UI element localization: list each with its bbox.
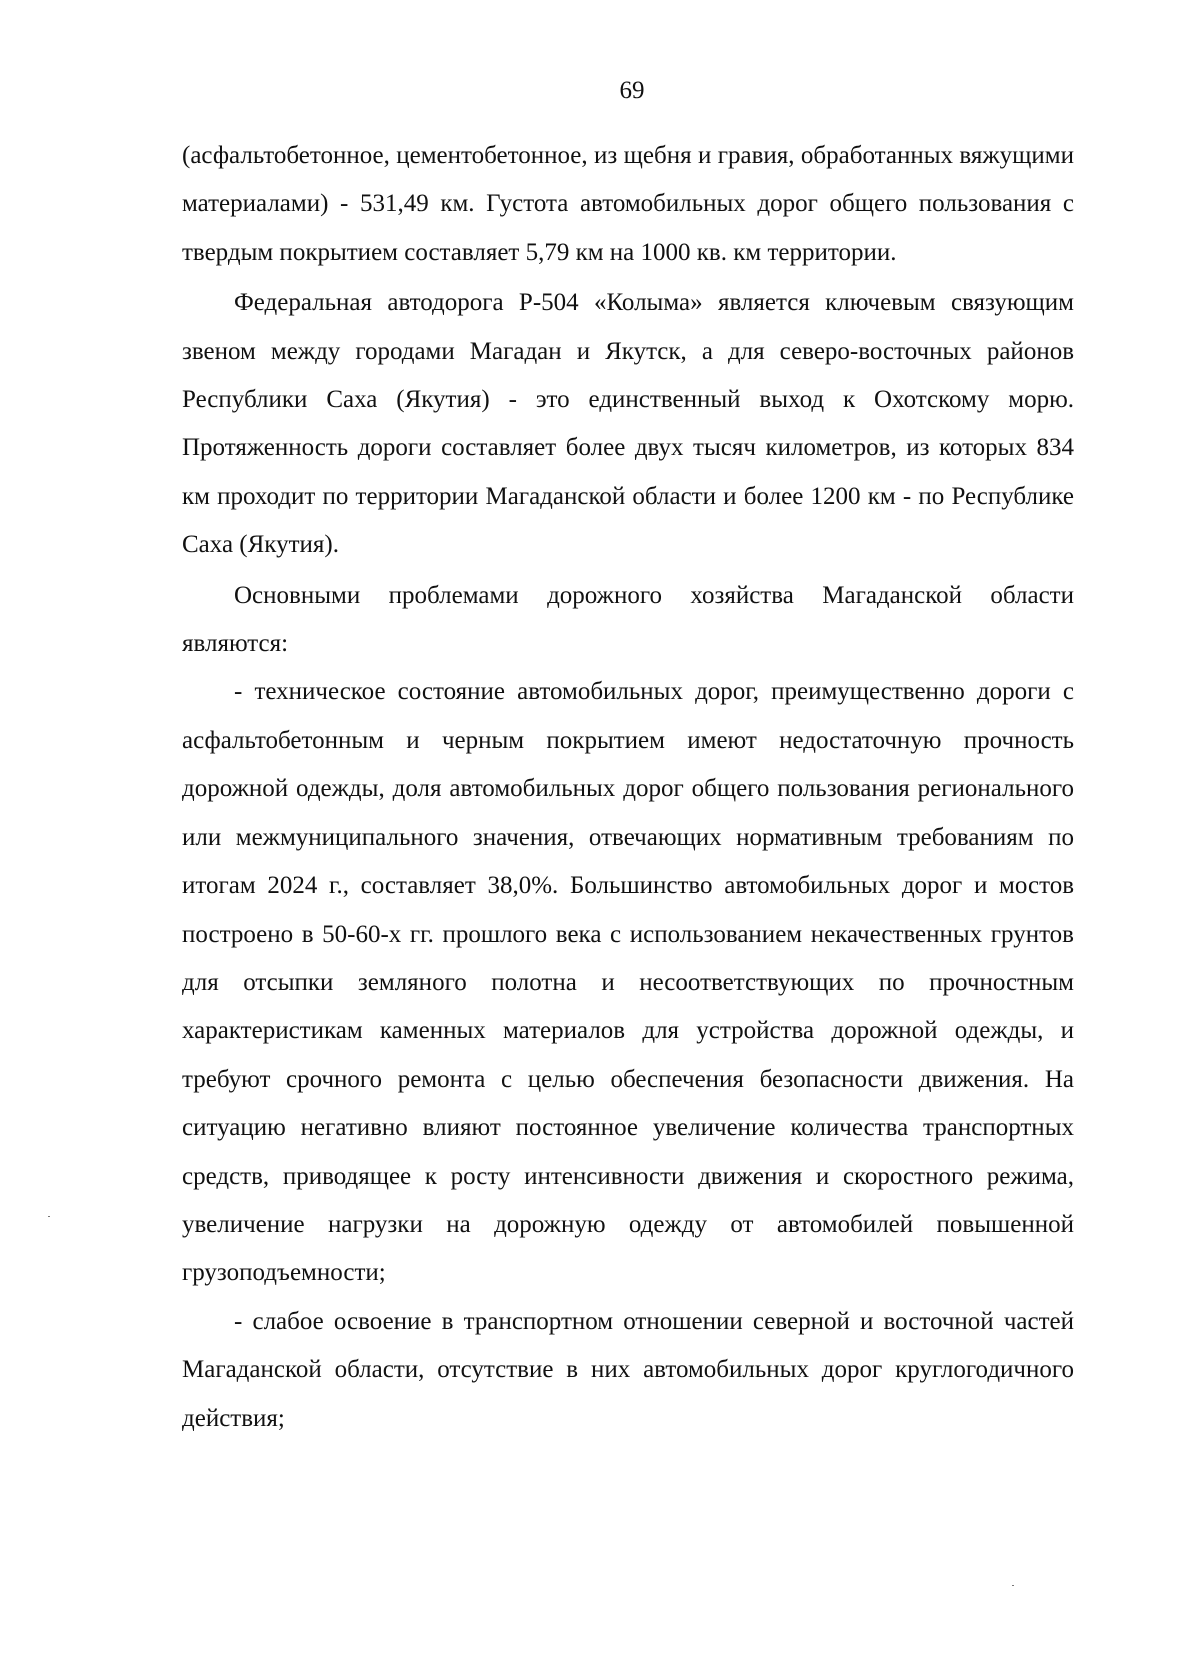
page-number: 69 xyxy=(619,77,645,104)
scan-artifact xyxy=(1012,1585,1014,1586)
paragraph-road-surface-continuation: (асфальтобетонное, цементобетонное, из щебня и гравия, обработанных вяжущими материалами) - 531,49 км. Густота автомобильных дорог общего пользования с твердым покрытием составляет 5,79 км на 1000 кв. км территории. xyxy=(182,142,1074,266)
paragraph-technical-condition: - техническое состояние автомобильных дорог, преимущественно дороги с асфальтобетонным и черным покрытием имеют недостаточную прочность дорожной одежды, доля автомобильных дорог общего пользования регионального или межмуниципального значения, отвечающих нормативным требованиям по итогам 2024 г., составляет 38,0%. Большинство автомобильных дорог и мостов построено в 50-60-х гг. прошлого века с использованием некачественных грунтов для отсыпки земляного полотна и несоответствующих по прочностным характеристикам каменных материалов для устройства дорожной одежды, и требуют срочного ремонта с целью обеспечения безопасности движения. На ситуацию негативно влияют постоянное увеличение количества транспортных средств, приводящее к росту интенсивности движения и скоростного режима, увеличение нагрузки на дорожную одежду от автомобилей повышенной грузоподъемности; xyxy=(182,678,1074,1287)
document-body xyxy=(182,132,1074,1443)
paragraph-main-problems-intro: Основными проблемами дорожного хозяйства Магаданской области являются: xyxy=(182,581,1074,658)
paragraph-weak-development: - слабое освоение в транспортном отношении северной и восточной частей Магаданской области, отсутствие в них автомобильных дорог круглогодичного действия; xyxy=(182,1307,1074,1432)
scan-artifact xyxy=(48,1216,50,1217)
paragraph-kolyma-highway: Федеральная автодорога Р-504 «Колыма» является ключевым связующим звеном между городами Магадан и Якутск, а для северо-восточных районов Республики Саха (Якутия) - это единственный выход к Охотскому морю. Протяженность дороги составляет более двух тысяч километров, из которых 834 км проходит по территории Магаданской области и более 1200 км - по Республике Саха (Якутия). xyxy=(182,289,1074,559)
